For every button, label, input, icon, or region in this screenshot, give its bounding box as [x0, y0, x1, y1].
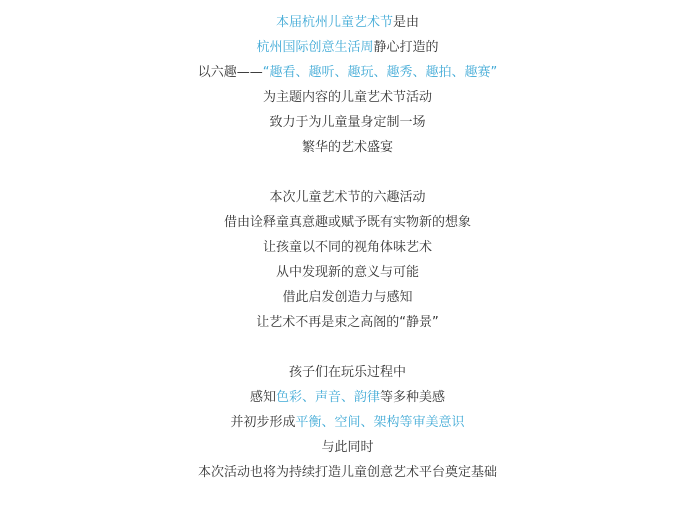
- highlight-text: 平衡、空间、架构等审美意识: [295, 415, 465, 430]
- body-text: 与此同时: [321, 440, 374, 455]
- body-text: 让孩童以不同的视角体味艺术: [262, 240, 432, 255]
- body-text: 本次儿童艺术节的六趣活动: [269, 190, 426, 205]
- text-line: [0, 189, 695, 207]
- body-text: 静心打造的: [373, 40, 439, 55]
- text-line: [0, 239, 695, 257]
- body-text: 为主题内容的儿童艺术节活动: [262, 90, 432, 105]
- text-line: [0, 314, 695, 332]
- body-text: 等多种美感: [380, 390, 446, 405]
- text-line: [0, 289, 695, 307]
- text-line: [0, 414, 695, 432]
- body-text: 以六趣——: [197, 65, 263, 80]
- body-text: 让艺术不再是束之高阁的“静景”: [256, 315, 439, 330]
- text-line: [0, 64, 695, 82]
- body-text: 致力于为儿童量身定制一场: [269, 115, 426, 130]
- text-line: [0, 214, 695, 232]
- text-line: [0, 114, 695, 132]
- text-line: [0, 14, 695, 32]
- highlight-text: “趣看、趣听、趣玩、趣秀、趣拍、趣赛”: [262, 65, 498, 80]
- text-line: [0, 364, 695, 382]
- highlight-text: 杭州国际创意生活周: [256, 40, 374, 55]
- text-line: [0, 139, 695, 157]
- body-text: 本次活动也将为持续打造儿童创意艺术平台奠定基础: [197, 465, 497, 480]
- highlight-text: 色彩、声音、韵律: [275, 390, 380, 405]
- text-line: [0, 89, 695, 107]
- body-text: 并初步形成: [230, 415, 296, 430]
- text-line: [0, 264, 695, 282]
- body-text: 借由诠释童真意趣或赋予既有实物新的想象: [223, 215, 471, 230]
- text-line: [0, 389, 695, 407]
- text-line: [0, 39, 695, 57]
- body-text: 借此启发创造力与感知: [282, 290, 413, 305]
- text-line: [0, 439, 695, 457]
- highlight-text: 本届杭州儿童艺术节: [275, 15, 393, 30]
- text-line: [0, 464, 695, 482]
- body-text: 孩子们在玩乐过程中: [288, 365, 406, 380]
- body-text: 繁华的艺术盛宴: [301, 140, 393, 155]
- body-text: 感知: [249, 390, 276, 405]
- body-text: 是由: [393, 15, 420, 30]
- body-text: 从中发现新的意义与可能: [275, 265, 419, 280]
